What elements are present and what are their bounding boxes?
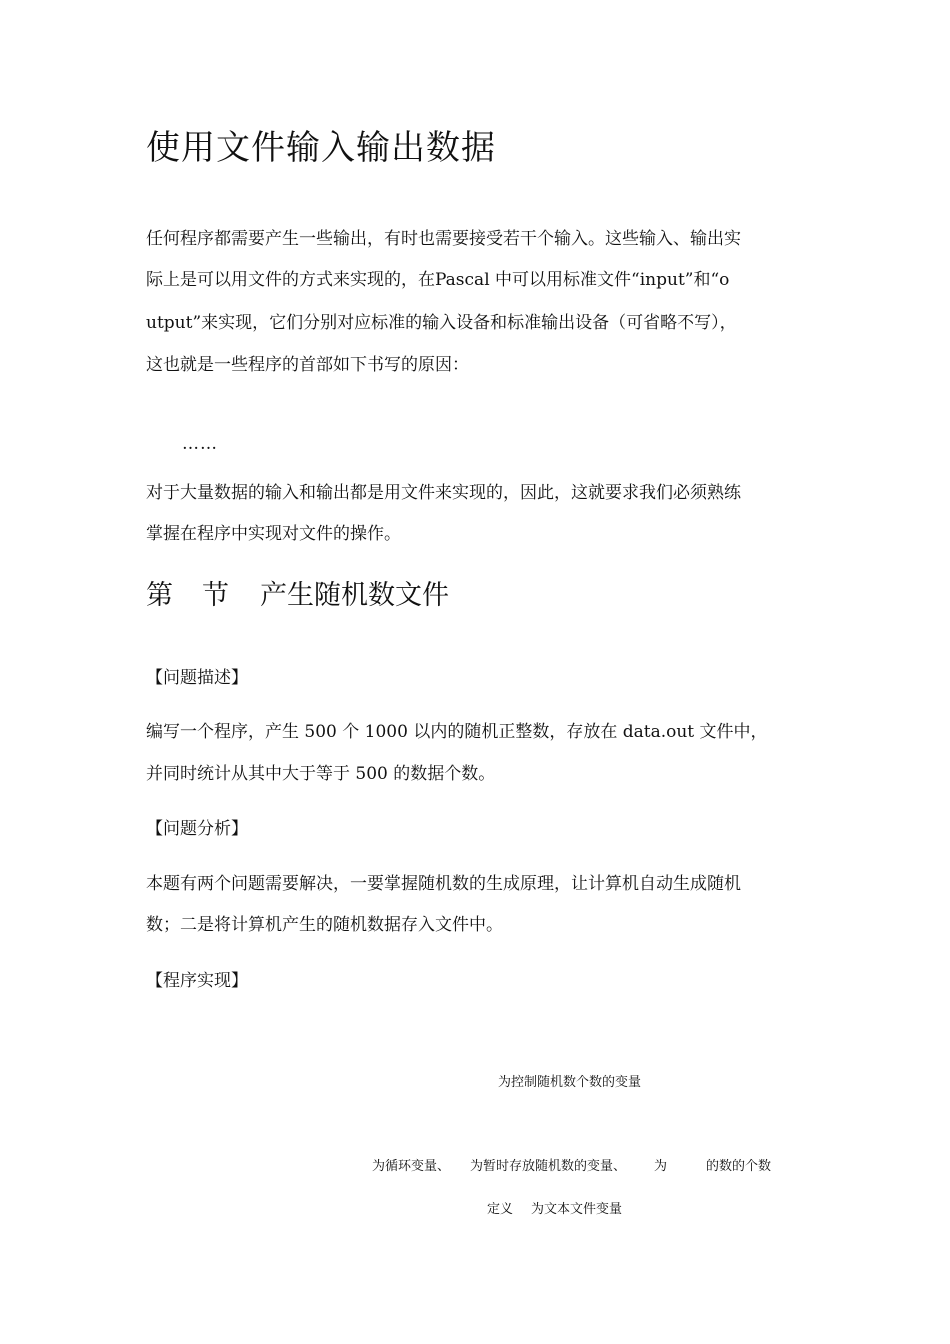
code-note-loop-var: 为循环变量、 [372,1159,451,1174]
problem-description-label: 【问题描述】 [146,668,248,688]
problem-analysis-line-1: 本题有两个问题需要解决，一要掌握随机数的生成原理，让计算机自动生成随机 [146,874,741,894]
code-note-random-count: 为控制随机数个数的变量 [498,1075,642,1090]
page-title: 使用文件输入输出数据 [146,128,496,168]
intro-line-2: 际上是可以用文件的方式来实现的，在Pascal 中可以用标准文件“input”和“o [146,270,730,290]
problem-description-line-2: 并同时统计从其中大于等于 500 的数据个数。 [146,764,496,784]
program-implementation-label: 【程序实现】 [146,971,248,991]
section-jie: 节 [202,580,229,611]
section-name: 产生随机数文件 [260,580,449,611]
problem-analysis-line-2: 数；二是将计算机产生的随机数据存入文件中。 [146,915,503,935]
code-note-wei: 为 [654,1159,668,1174]
para2-line-2: 掌握在程序中实现对文件的操作。 [146,524,401,544]
code-note-count: 的数的个数 [706,1159,772,1174]
section-heading [146,578,449,614]
code-note-text-file-var: 为文本文件变量 [531,1202,623,1217]
problem-description-line-1: 编写一个程序，产生 500 个 1000 以内的随机正整数，存放在 data.out 文件中， [146,722,768,742]
intro-line-3: utput”来实现，它们分别对应标准的输入设备和标准输出设备（可省略不写）， [146,313,737,333]
code-note-define: 定义 [487,1202,514,1217]
intro-line-4: 这也就是一些程序的首部如下书写的原因： [146,355,469,375]
intro-line-1: 任何程序都需要产生一些输出，有时也需要接受若干个输入。这些输入、输出实 [146,229,741,249]
ellipsis: …… [182,434,218,454]
para2-line-1: 对于大量数据的输入和输出都是用文件来实现的，因此，这就要求我们必须熟练 [146,483,741,503]
code-note-temp-var: 为暂时存放随机数的变量、 [470,1159,627,1174]
section-number: 第 [146,580,173,611]
problem-analysis-label: 【问题分析】 [146,819,248,839]
